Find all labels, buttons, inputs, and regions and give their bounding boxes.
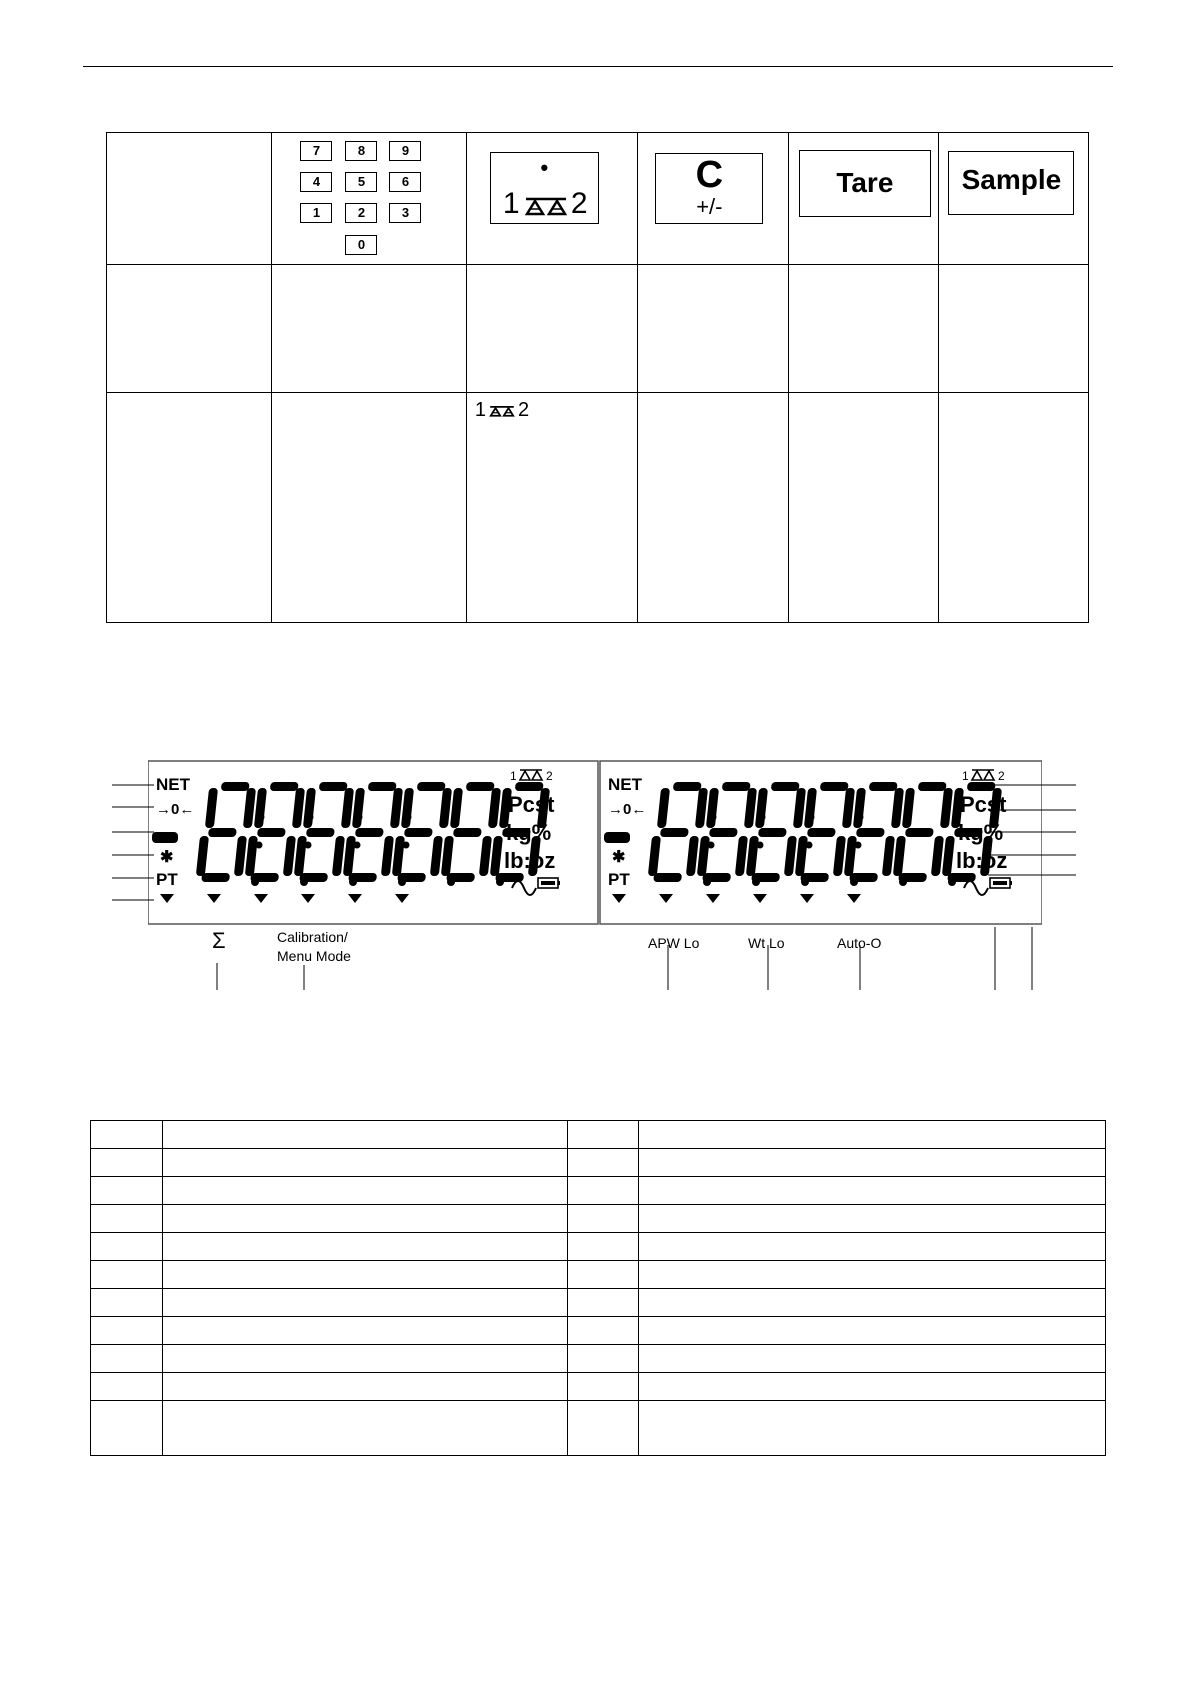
legend-cell (567, 1345, 639, 1373)
pcst-unit: Pcst (960, 792, 1007, 817)
lcd-digit-segment (417, 782, 446, 791)
sigma-label: Σ (212, 928, 226, 953)
auto-o-label: Auto-O (837, 935, 882, 951)
lcd-digit-segment (490, 836, 503, 876)
legend-cell (91, 1289, 163, 1317)
lcd-digit-segment (479, 836, 492, 876)
legend-cell (567, 1121, 639, 1149)
colon-dot (356, 814, 363, 821)
calibration-label-line1: Calibration/ (277, 929, 348, 945)
legend-cell (162, 1121, 567, 1149)
lcd-digit-segment (804, 788, 817, 828)
colon-dot (258, 814, 265, 821)
empty-cell (107, 265, 272, 393)
lcd-digit-segment (401, 788, 414, 828)
lcd-digit-segment (257, 828, 286, 837)
lcd-digit-segment (294, 836, 307, 876)
legend-cell (639, 1261, 1106, 1289)
colon-dot (808, 814, 815, 821)
lcd-digit-segment (319, 782, 348, 791)
legend-row (91, 1121, 1106, 1149)
clear-key-c: C (695, 154, 724, 196)
legend-row (91, 1401, 1106, 1456)
lcd-digit-segment (221, 782, 250, 791)
scale-small-icon (520, 770, 542, 780)
arrow-marker-icon (659, 894, 673, 903)
minus-indicator (152, 832, 178, 843)
arrow-marker-icon (160, 894, 174, 903)
keypad-key-8: 8 (345, 141, 377, 161)
lcd-digit-segment (755, 788, 768, 828)
lcd-digit-segment (735, 836, 748, 876)
scale-small-1: 1 (962, 769, 969, 783)
colon-dot (354, 842, 361, 849)
lcd-digit-segment (686, 836, 699, 876)
lcd-digit-segment (697, 836, 710, 876)
legend-row (91, 1205, 1106, 1233)
legend-cell (639, 1401, 1106, 1456)
lcd-digit-segment (439, 788, 452, 828)
lb-oz-unit: lb:oz (504, 848, 556, 873)
lcd-digit-segment (902, 788, 915, 828)
legend-cell (639, 1289, 1106, 1317)
lcd-digit-segment (893, 836, 906, 876)
tare-key-label: Tare (836, 167, 894, 198)
lcd-digit-segment (488, 788, 501, 828)
arrow-marker-icon (612, 894, 626, 903)
clear-key (655, 153, 763, 224)
zero-indicator: →0← (608, 801, 647, 818)
lcd-digit-segment (201, 873, 230, 882)
legend-cell (639, 1373, 1106, 1401)
scale-inline-2: 2 (518, 399, 530, 421)
legend-cell (162, 1317, 567, 1345)
colon-dot (855, 842, 862, 849)
lcd-digit-segment (270, 782, 299, 791)
arrow-marker-icon (254, 894, 268, 903)
lcd-digit-segment (853, 788, 866, 828)
scale-2-label: 2 (570, 187, 588, 220)
legend-cell (91, 1373, 163, 1401)
keypad-key-7: 7 (300, 141, 332, 161)
empty-cell (107, 133, 272, 265)
lcd-digit-segment (758, 828, 787, 837)
lcd-digit-segment (856, 828, 885, 837)
left-callouts (110, 760, 150, 920)
legend-cell (639, 1205, 1106, 1233)
lcd-digit-segment (942, 836, 955, 876)
pt-indicator: PT (156, 870, 178, 889)
lcd-digit-segment (446, 873, 475, 882)
lcd-digit-segment (303, 788, 316, 828)
colon-dot (403, 842, 410, 849)
dot-symbol: • (540, 155, 549, 180)
lcd-digit-segment (882, 836, 895, 876)
keypad-key-0: 0 (345, 235, 377, 255)
colon-dot (806, 842, 813, 849)
bottom-callouts (0, 925, 1191, 995)
lcd-digit-segment (967, 782, 996, 791)
arrow-marker-icon (800, 894, 814, 903)
legend-row (91, 1177, 1106, 1205)
legend-table (90, 1120, 1106, 1456)
colon-dot (708, 842, 715, 849)
scale-icon (524, 195, 568, 217)
lcd-digit-segment (746, 836, 759, 876)
keypad-key-6: 6 (389, 172, 421, 192)
lcd-digit-segment (793, 788, 806, 828)
scale-small-icon (972, 770, 994, 780)
numeric-keypad (272, 133, 465, 264)
lcd-digit-segment (660, 828, 689, 837)
colon-dot (307, 814, 314, 821)
stable-indicator: ✱ (160, 849, 174, 866)
wt-lo-label: Wt Lo (748, 935, 785, 951)
legend-cell (162, 1177, 567, 1205)
legend-row (91, 1345, 1106, 1373)
scale-small-2: 2 (546, 769, 553, 783)
battery-tip (1010, 881, 1012, 885)
scale-1-label: 1 (502, 187, 520, 220)
lcd-digit-segment (751, 873, 780, 882)
lcd-digit-segment (368, 782, 397, 791)
lcd-digit-segment (918, 782, 947, 791)
right-callouts (1040, 760, 1080, 920)
lcd-digit-segment (898, 873, 927, 882)
legend-cell (91, 1205, 163, 1233)
legend-cell (162, 1345, 567, 1373)
lcd-digit-segment (306, 828, 335, 837)
lcd-digit-segment (771, 782, 800, 791)
keypad-key-1: 1 (300, 203, 332, 223)
lcd-digit-segment (254, 788, 267, 828)
legend-cell (639, 1149, 1106, 1177)
legend-row (91, 1373, 1106, 1401)
lcd-digit-segment (695, 788, 708, 828)
empty-cell (107, 393, 272, 623)
lcd-digit-segment (833, 836, 846, 876)
legend-cell (567, 1261, 639, 1289)
lcd-digit-segment (341, 788, 354, 828)
arrow-marker-icon (395, 894, 409, 903)
header-rule (83, 66, 1113, 67)
legend-row (91, 1233, 1106, 1261)
lcd-digit-segment (515, 782, 544, 791)
net-indicator: NET (156, 775, 190, 794)
lcd-digit-segment (784, 836, 797, 876)
lcd-digit-segment (905, 828, 934, 837)
scale-small-2: 2 (998, 769, 1005, 783)
lcd-digit-segment (466, 782, 495, 791)
lcd-digit-segment (245, 836, 258, 876)
lcd-digit-segment (800, 873, 829, 882)
lcd-digit-segment (842, 788, 855, 828)
sample-key-label: Sample (961, 164, 1062, 195)
scale-inline-symbol (475, 399, 529, 422)
lcd-digit-segment (648, 836, 661, 876)
legend-cell (91, 1261, 163, 1289)
legend-cell (639, 1177, 1106, 1205)
lcd-digit-segment (702, 873, 731, 882)
zero-indicator: →0← (156, 801, 195, 818)
colon-dot (857, 814, 864, 821)
lcd-digit-segment (453, 828, 482, 837)
lcd-digit-segment (283, 836, 296, 876)
kg-percent-unit: kg% (958, 820, 1004, 845)
legend-cell (162, 1401, 567, 1456)
apw-lo-label: APW Lo (648, 935, 700, 951)
lcd-digit-segment (381, 836, 394, 876)
lcd-digit-segment (744, 788, 757, 828)
battery-fill (993, 881, 1007, 885)
lcd-digit-segment (205, 788, 218, 828)
legend-cell (91, 1149, 163, 1177)
lcd-digit-segment (392, 836, 405, 876)
lcd-digit-segment (234, 836, 247, 876)
lcd-digit-segment (722, 782, 751, 791)
lcd-digit-segment (869, 782, 898, 791)
lcd-digit-segment (844, 836, 857, 876)
pcst-unit: Pcst (508, 792, 555, 817)
arrow-marker-icon (706, 894, 720, 903)
legend-cell (567, 1205, 639, 1233)
calibration-label-line2: Menu Mode (277, 948, 351, 964)
colon-dot (305, 842, 312, 849)
lcd-digit-segment (250, 873, 279, 882)
lcd-digit-segment (441, 836, 454, 876)
lcd-digit-segment (653, 873, 682, 882)
legend-cell (91, 1177, 163, 1205)
arrow-marker-icon (207, 894, 221, 903)
lcd-digit-segment (430, 836, 443, 876)
lcd-digit-segment (820, 782, 849, 791)
net-indicator: NET (608, 775, 642, 794)
pt-indicator: PT (608, 870, 630, 889)
battery-tip (558, 881, 560, 885)
lcd-digit-segment (849, 873, 878, 882)
colon-dot (256, 842, 263, 849)
stability-wave-icon (512, 881, 536, 895)
clear-key-plusminus: +/- (696, 194, 723, 219)
scale-inline-1: 1 (474, 399, 486, 421)
legend-cell (162, 1149, 567, 1177)
legend-cell (639, 1233, 1106, 1261)
legend-cell (162, 1373, 567, 1401)
scale-icon (489, 404, 515, 418)
legend-cell (162, 1205, 567, 1233)
legend-cell (567, 1149, 639, 1177)
lcd-digit-segment (657, 788, 670, 828)
lcd-digit-segment (390, 788, 403, 828)
stable-indicator: ✱ (612, 849, 626, 866)
lcd-digit-segment (931, 836, 944, 876)
colon-dot (757, 842, 764, 849)
stability-wave-icon (964, 881, 988, 895)
arrow-marker-icon (348, 894, 362, 903)
lcd-digit-segment (673, 782, 702, 791)
legend-cell (639, 1317, 1106, 1345)
lcd-digit-segment (343, 836, 356, 876)
lcd-digit-segment (397, 873, 426, 882)
minus-indicator (604, 832, 630, 843)
colon-dot (759, 814, 766, 821)
legend-cell (639, 1345, 1106, 1373)
lcd-digit-segment (208, 828, 237, 837)
arrow-marker-icon (847, 894, 861, 903)
legend-cell (91, 1345, 163, 1373)
lcd-digit-segment (891, 788, 904, 828)
battery-fill (541, 881, 555, 885)
legend-cell (91, 1233, 163, 1261)
lcd-digit-segment (706, 788, 719, 828)
legend-cell (567, 1373, 639, 1401)
keypad-key-4: 4 (300, 172, 332, 192)
key-function-table (106, 132, 1089, 623)
legend-cell (567, 1177, 639, 1205)
keypad-key-2: 2 (345, 203, 377, 223)
legend-cell (639, 1121, 1106, 1149)
legend-cell (567, 1401, 639, 1456)
legend-cell (567, 1289, 639, 1317)
lcd-digit-segment (450, 788, 463, 828)
lcd-digit-segment (709, 828, 738, 837)
arrow-marker-icon (753, 894, 767, 903)
lb-oz-unit: lb:oz (956, 848, 1008, 873)
legend-row (91, 1289, 1106, 1317)
legend-cell (91, 1317, 163, 1345)
legend-cell (91, 1401, 163, 1456)
colon-dot (710, 814, 717, 821)
legend-row (91, 1149, 1106, 1177)
lcd-digit-segment (292, 788, 305, 828)
keypad-key-5: 5 (345, 172, 377, 192)
lcd-display-diagram (148, 760, 1042, 925)
tare-key (799, 150, 931, 217)
lcd-digit-segment (299, 873, 328, 882)
lcd-digit-segment (404, 828, 433, 837)
legend-cell (567, 1233, 639, 1261)
lcd-digit-segment (355, 828, 384, 837)
lcd-digit-segment (795, 836, 808, 876)
lcd-digit-segment (807, 828, 836, 837)
lcd-digit-segment (243, 788, 256, 828)
legend-row (91, 1317, 1106, 1345)
arrow-marker-icon (301, 894, 315, 903)
legend-row (91, 1261, 1106, 1289)
scale-small-1: 1 (510, 769, 517, 783)
lcd-digit-segment (332, 836, 345, 876)
lcd-digit-segment (196, 836, 209, 876)
lcd-digit-segment (348, 873, 377, 882)
colon-dot (405, 814, 412, 821)
keypad-key-9: 9 (389, 141, 421, 161)
keypad-key-3: 3 (389, 203, 421, 223)
legend-cell (91, 1121, 163, 1149)
legend-cell (567, 1317, 639, 1345)
legend-cell (162, 1233, 567, 1261)
lcd-digit-segment (352, 788, 365, 828)
lcd-digit-segment (940, 788, 953, 828)
kg-percent-unit: kg% (506, 820, 552, 845)
sample-key (948, 151, 1074, 215)
legend-cell (162, 1289, 567, 1317)
scale-switch-key (490, 152, 599, 224)
legend-cell (162, 1261, 567, 1289)
